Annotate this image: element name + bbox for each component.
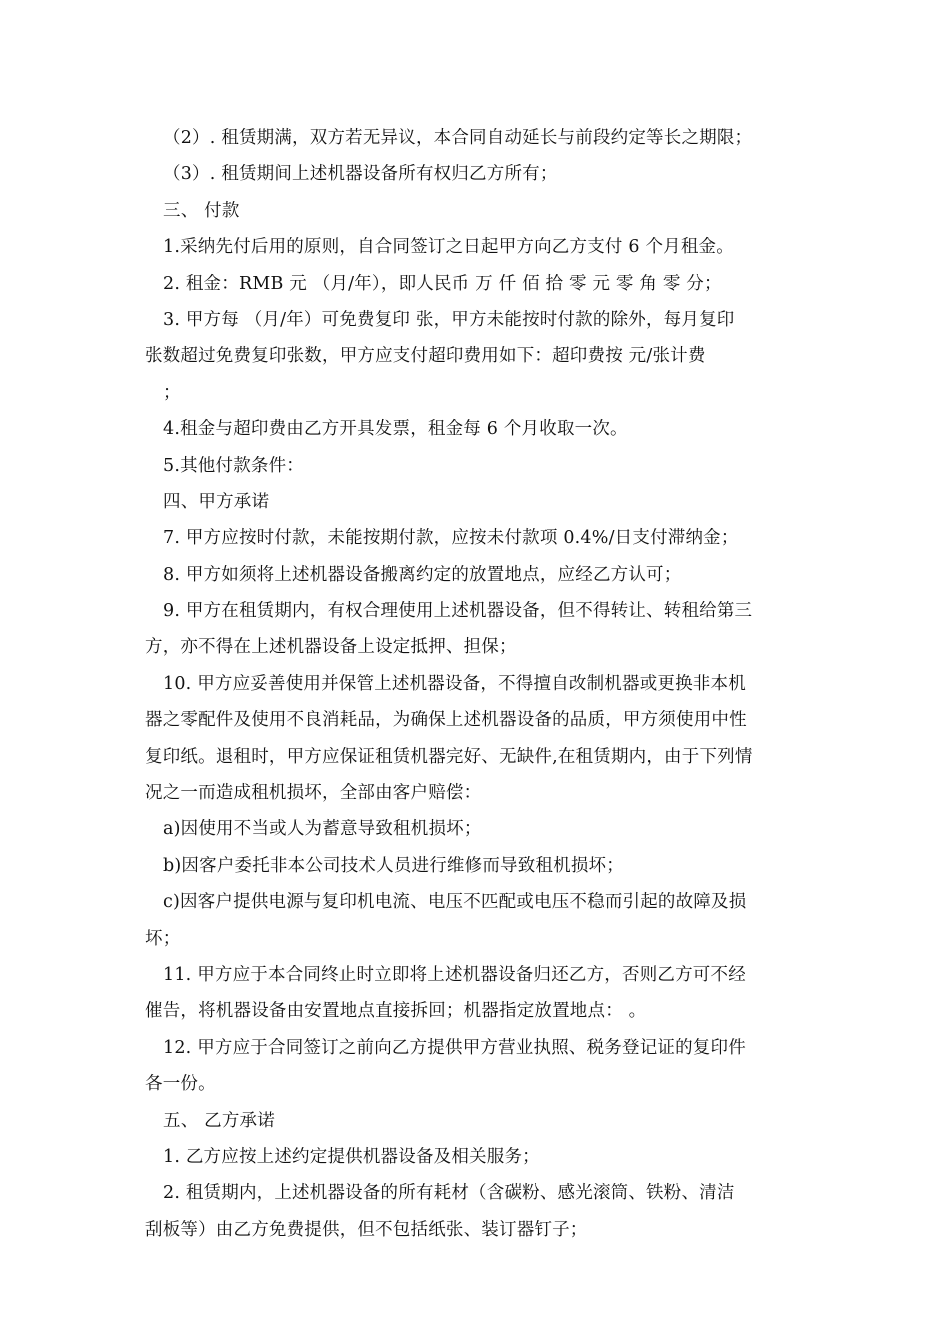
text-line: 坏； [145, 928, 181, 949]
text-line: 1. 乙方应按上述约定提供机器设备及相关服务； [163, 1146, 540, 1167]
text-line: c)因客户提供电源与复印机电流、电压不匹配或电压不稳而引起的故障及损 [163, 892, 747, 913]
text-line: 各一份。 [145, 1074, 216, 1095]
text-line: ； [163, 382, 181, 403]
text-line: 3. 甲方每 （月/年）可免费复印 张，甲方未能按时付款的除外，每月复印 [163, 309, 735, 330]
text-line: 10. 甲方应妥善使用并保管上述机器设备，不得擅自改制机器或更换非本机 [163, 673, 746, 694]
text-line: 9. 甲方在租赁期内，有权合理使用上述机器设备，但不得转让、转租给第三 [163, 601, 753, 622]
text-line: 复印纸。退租时，甲方应保证租赁机器完好、无缺件,在租赁期内，由于下列情 [145, 746, 753, 767]
text-line: 2. 租赁期内，上述机器设备的所有耗材（含碳粉、感光滚筒、铁粉、清洁 [163, 1183, 735, 1204]
text-line: 况之一而造成租机损坏，全部由客户赔偿： [145, 783, 482, 804]
text-line: 器之零配件及使用不良消耗品，为确保上述机器设备的品质，甲方须使用中性 [145, 710, 747, 731]
contract-text-body [145, 120, 807, 1248]
text-line: 方，亦不得在上述机器设备上设定抵押、担保； [145, 637, 517, 658]
text-line: b)因客户委托非本公司技术人员进行维修而导致租机损坏； [163, 855, 624, 876]
text-line: 7. 甲方应按时付款，未能按期付款，应按未付款项 0.4%/日支付滞纳金； [163, 528, 739, 549]
text-line: 8. 甲方如须将上述机器设备搬离约定的放置地点，应经乙方认可； [163, 564, 682, 585]
text-line: 刮板等）由乙方免费提供，但不包括纸张、装订器钉子； [145, 1219, 588, 1240]
text-line: 催告，将机器设备由安置地点直接拆回；机器指定放置地点： 。 [145, 1001, 647, 1022]
text-line: a)因使用不当或人为蓄意导致租机损坏； [163, 819, 482, 840]
text-line: （3）. 租赁期间上述机器设备所有权归乙方所有； [163, 164, 558, 185]
text-line: 五、 乙方承诺 [163, 1110, 275, 1131]
text-line: 2. 租金：RMB 元 （月/年），即人民币 万 仟 佰 拾 零 元 零 角 零 分； [163, 273, 722, 294]
text-line: （2）. 租赁期满，双方若无异议，本合同自动延长与前段约定等长之期限； [163, 128, 753, 148]
text-line: 11. 甲方应于本合同终止时立即将上述机器设备归还乙方，否则乙方可不经 [163, 964, 746, 985]
text-line: 张数超过免费复印张数，甲方应支付超印费用如下：超印费按 元/张计费 [145, 346, 706, 367]
text-line: 12. 甲方应于合同签订之前向乙方提供甲方营业执照、税务登记证的复印件 [163, 1037, 746, 1058]
text-line: 1.采纳先付后用的原则，自合同签订之日起甲方向乙方支付 6 个月租金。 [163, 237, 734, 258]
text-line: 5.其他付款条件： [163, 455, 304, 476]
text-line: 四、甲方承诺 [163, 491, 270, 512]
text-line: 三、 付款 [163, 200, 240, 221]
text-line: 4.租金与超印费由乙方开具发票，租金每 6 个月收取一次。 [163, 419, 628, 440]
